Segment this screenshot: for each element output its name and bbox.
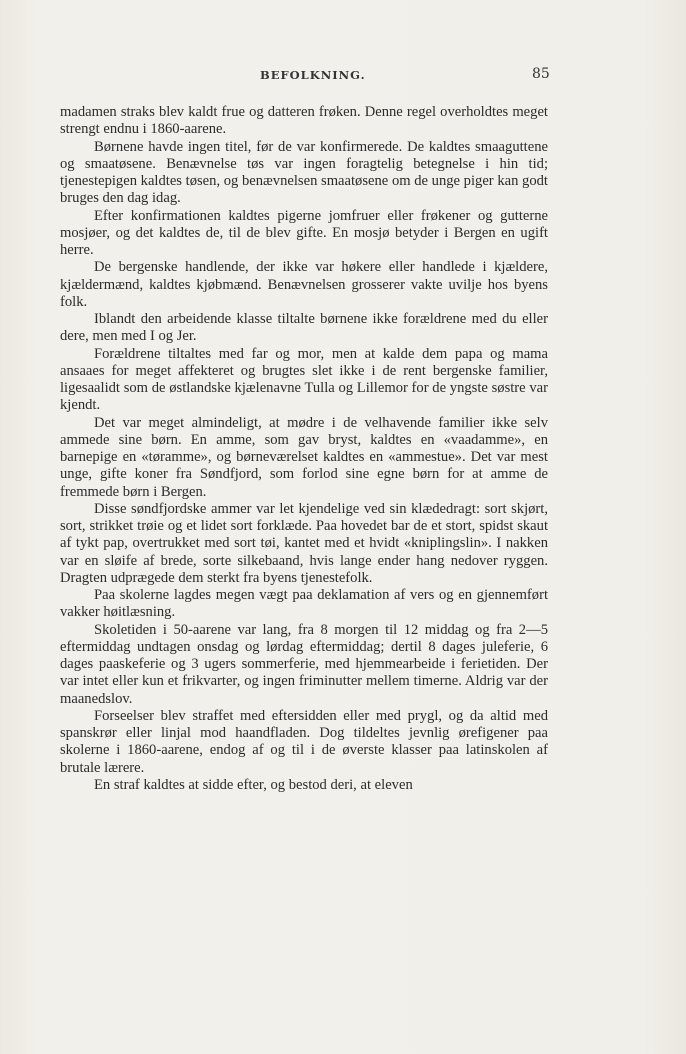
- paragraph: Forældrene tiltaltes med far og mor, men at kalde dem papa og mama ansaaes for meget affekteret og brugtes slet ikke i de rent bergenske familier, ligesaalidt som de østlandske kjælenavne Tulla og Lillemor for de yngste søstre var kjendt.: [60, 345, 548, 414]
- running-title: BEFOLKNING.: [260, 68, 366, 82]
- paragraph: Forseelser blev straffet med eftersidden eller med prygl, og da altid med spanskrør eller linjal mod haandfladen. Dog tildeltes jevnlig ørefigener paa skolerne i 1860-aarene, endog af og til i de øverste klasser paa latinskolen af brutale lærere.: [60, 707, 548, 776]
- paragraph: Efter konfirmationen kaldtes pigerne jomfruer eller frøkener og gutterne mosjøer, og det kaldtes de, til de blev gifte. En mosjø betyder i Bergen en ugift herre.: [60, 207, 548, 258]
- paragraph: En straf kaldtes at sidde efter, og bestod deri, at eleven: [94, 776, 413, 793]
- paragraph: Børnene havde ingen titel, før de var konfirmerede. De kaldtes smaaguttene og smaatøsene. Benævnelse tøs var ingen foragtelig betegnelse i hin tid; tjenestepigen kaldtes tøsen, og benævnelsen smaatøsene om de unge piger kan godt bruges den dag idag.: [60, 138, 548, 207]
- paragraph: madamen straks blev kaldt frue og datteren frøken. Denne regel overholdtes meget strengt endnu i 1860-aarene.: [60, 104, 548, 138]
- paragraph: Paa skolerne lagdes megen vægt paa deklamation af vers og en gjennemført vakker høitlæsning.: [60, 587, 548, 621]
- paragraph: De bergenske handlende, der ikke var høkere eller handlede i kjældere, kjældermænd, kaldtes kjøbmænd. Benævnelsen grosserer vakte uvilje hos byens folk.: [60, 259, 548, 310]
- paragraph: Disse søndfjordske ammer var let kjendelige ved sin klædedragt: sort skjørt, sort, strikket trøie og et lidet sort forklæde. Paa hovedet bar de et stort, spidst skaut af tykt pap, overtrukket med sort tøi, kantet med et hvidt «kniplingslin». I nakken var en sløife af brede, sorte silkebaand, hvis lange ender hang nedover ryggen. Dragten udprægede dem sterkt fra byens tjenestefolk.: [60, 500, 548, 586]
- paragraph: Det var meget almindeligt, at mødre i de velhavende familier ikke selv ammede sine børn. En amme, som gav bryst, kaldtes en «vaadamme», en barnepige en «tøramme», og børneværelset kaldtes en «ammestue». Det var mest unge, gifte koner fra Søndfjord, som forlod sine egne børn for at amme de fremmede børn i Bergen.: [60, 414, 548, 500]
- body-text: [60, 104, 548, 794]
- page-header: [0, 66, 686, 86]
- page-number: 85: [532, 66, 550, 82]
- paragraph: Iblandt den arbeidende klasse tiltalte børnene ikke forældrene med du eller dere, men med I og Jer.: [60, 311, 548, 345]
- paragraph: Skoletiden i 50-aarene var lang, fra 8 morgen til 12 middag og fra 2—5 eftermiddag undtagen onsdag og lørdag eftermiddag; dertil 8 dages juleferie, 6 dages paaskeferie og 3 ugers sommerferie, med hjemmearbeide i ferietiden. Der var intet eller kun et frikvarter, og ingen friminutter mellem timerne. Aldrig var der maanedslov.: [60, 621, 548, 707]
